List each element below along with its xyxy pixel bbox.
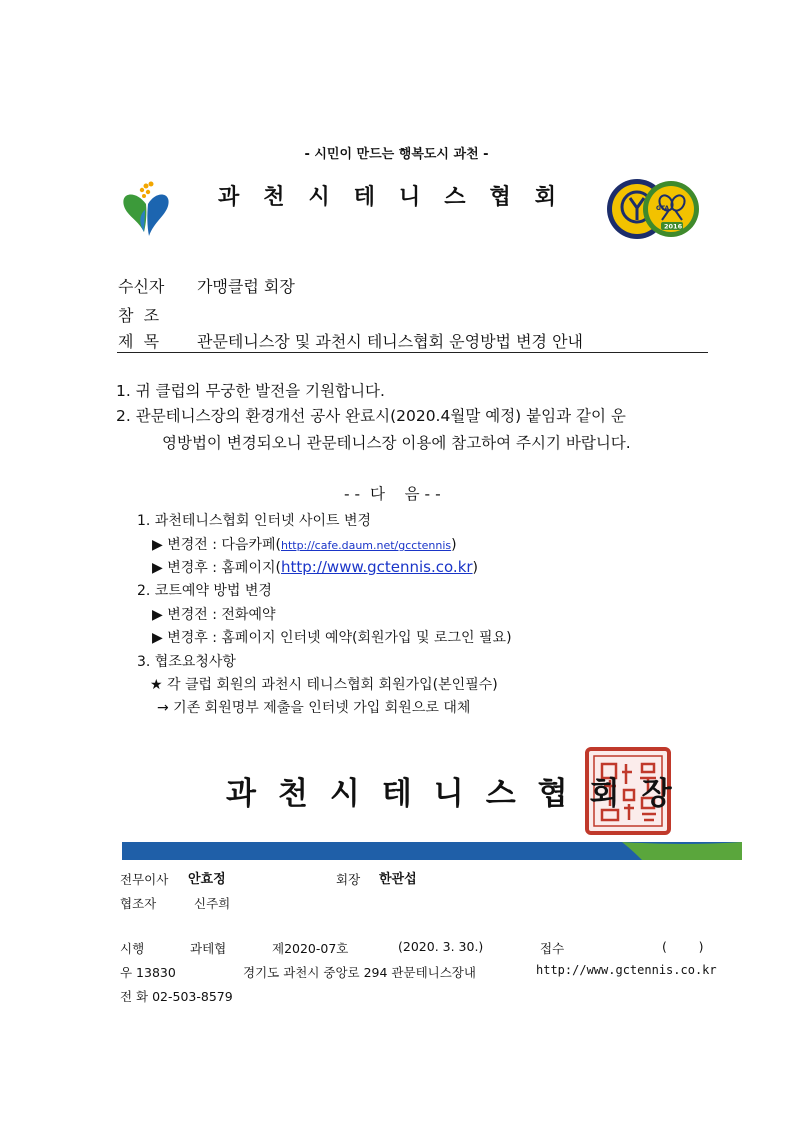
issue-date: (2020. 3. 30.) (398, 939, 484, 954)
receipt-label: 접수 (540, 941, 565, 956)
subject-value: 관문테니스장 및 과천시 테니스협회 운영방법 변경 안내 (197, 332, 584, 351)
section-1-after-prefix: ▶ 변경후 : 홈페이지( (152, 560, 281, 576)
section-1-title: 1. 과천테니스협회 인터넷 사이트 변경 (137, 513, 372, 529)
paragraph-2-line-2: 영방법이 변경되오니 관문테니스장 이용에 참고하여 주시기 바랍니다. (162, 434, 631, 452)
section-3-item-2: → 기존 회원명부 제출을 인터넷 가입 회원으로 대체 (157, 700, 471, 716)
recipient-label: 수신자 (118, 277, 165, 296)
reference-label: 참 조 (118, 306, 160, 325)
section-2-after: ▶ 변경후 : 홈페이지 인터넷 예약(회원가입 및 로그인 필요) (152, 630, 512, 646)
receipt-value: ( ) (662, 939, 704, 954)
address: 경기도 과천시 중앙로 294 관문테니스장내 (243, 965, 476, 980)
executive-label: 전무이사 (120, 872, 169, 887)
org-title: 과천시테니스협회 (218, 185, 581, 210)
homepage-link[interactable]: http://www.gctennis.co.kr (280, 558, 473, 576)
website[interactable]: http://www.gctennis.co.kr (536, 963, 717, 977)
subject-label: 제 목 (118, 332, 160, 351)
badge-gta-text: GTA (656, 205, 670, 212)
issue-label: 시행 (120, 941, 145, 956)
section-3-item-1: ★ 각 클럽 회원의 과천시 테니스협회 회원가입(본인필수) (150, 677, 498, 693)
section-2-before: ▶ 변경전 : 전화예약 (152, 607, 276, 623)
issue-number: 제2020-07호 (272, 941, 349, 956)
signature-title: 과천시테니스협회장 (226, 776, 694, 812)
postal-code: 우 13830 (120, 965, 176, 980)
daum-cafe-link[interactable]: http://cafe.daum.net/gcctennis (280, 539, 452, 552)
section-3-title: 3. 협조요청사항 (137, 654, 236, 670)
executive-name: 안효정 (188, 872, 226, 887)
header-rule (117, 352, 708, 353)
butterfly-logo-icon (118, 180, 176, 240)
association-badge-icon (606, 176, 700, 242)
section-1-after-suffix: ) (472, 560, 479, 576)
section-1-after (152, 557, 478, 577)
paragraph-2-line-1: 2. 관문테니스장의 환경개선 공사 완료시(2020.4월말 예정) 붙임과 같이 운 (116, 407, 626, 425)
recipient-value: 가맹클럽 회장 (197, 277, 295, 296)
slogan: - 시민이 만드는 행복도시 과천 - (304, 147, 489, 162)
badge-year-text: 2016 (664, 222, 683, 231)
section-1-before-suffix: ) (451, 537, 457, 553)
section-2-title: 2. 코트예약 방법 변경 (137, 583, 272, 599)
president-name: 한관섭 (379, 872, 417, 887)
footer-color-bar (122, 842, 742, 860)
phone: 전 화 02-503-8579 (120, 989, 233, 1004)
divider-heading: - - 다 음 - - (344, 485, 441, 503)
section-1-before-prefix: ▶ 변경전 : 다음카페( (152, 537, 281, 553)
cooperator-name: 신주희 (194, 896, 231, 911)
president-label: 회장 (336, 872, 361, 887)
paragraph-1: 1. 귀 클럽의 무궁한 발전을 기원합니다. (116, 382, 385, 400)
section-1-before (152, 534, 457, 554)
cooperator-label: 협조자 (120, 896, 157, 911)
issue-org: 과테협 (190, 941, 227, 956)
